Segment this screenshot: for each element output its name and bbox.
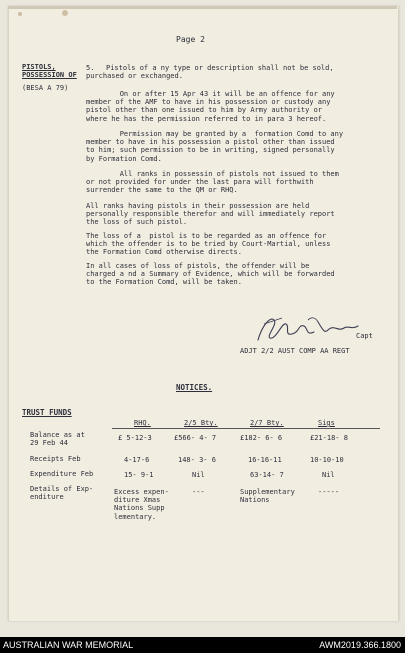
signatory-rank: Capt [356, 332, 373, 340]
column-header-rhq: RHQ. [134, 419, 151, 427]
paragraph: In all cases of loss of pistols, the offender will be charged a nd a Summary of Evidence, which will be forwarded to the Formation Comd, will be taken. [86, 262, 335, 287]
table-cell: 4-17-6 [124, 456, 150, 464]
row-label: Details of Exp- enditure [30, 485, 94, 502]
table-cell: 10-10-10 [310, 456, 344, 464]
table-cell: 16-16-11 [248, 456, 282, 464]
punch-mark [18, 12, 22, 16]
table-cell: Nil [192, 471, 205, 479]
footer-institution: AUSTRALIAN WAR MEMORIAL [3, 640, 134, 650]
margin-heading: PISTOLS, POSSESSION OF [22, 63, 77, 79]
archive-footer [0, 637, 405, 653]
table-cell: £566- 4- 7 [174, 434, 217, 442]
paragraph-number: 5. [86, 64, 95, 72]
table-cell: ----- [318, 488, 340, 496]
paragraph: On or after 15 Apr 43 it will be an offence for any member of the AMF to have in his possession or custody any pistol other than one issued to him by Army authority or where he has the permission referred to in para 3 hereof. [86, 90, 335, 123]
paragraph-line: Pistols of a ny type or description shall not be sold, [106, 64, 334, 72]
column-header-2-7-bty: 2/7 Bty. [250, 419, 284, 427]
punch-mark [62, 10, 68, 16]
table-cell: £21-18- 8 [310, 434, 348, 442]
footer-accession-number: AWM2019.366.1800 [319, 640, 401, 650]
table-cell: Supplementary Nations [240, 488, 295, 505]
paragraph: Permission may be granted by a formation Comd to any member to have in his possession a pistol other than issued to him; such permission to be in writing, signed personally by Formation Comd. [86, 130, 344, 163]
table-cell: Excess expen- diture Xmas Nations Supp lementary. [114, 488, 169, 521]
notices-heading: NOTICES. [176, 383, 213, 392]
table-cell: --- [192, 488, 205, 496]
paragraph: The loss of a pistol is to be regarded as an offence for which the offender is to be tried by Court-Martial, unless the Formation Comd otherwise directs. [86, 232, 331, 257]
table-cell: 63-14- 7 [250, 471, 284, 479]
signatory-unit: ADJT 2/2 AUST COMP AA REGT [240, 347, 350, 355]
column-header-sigs: Sigs [318, 419, 335, 427]
handwritten-signature [248, 312, 368, 346]
table-cell: £ 5-12-3 [118, 434, 152, 442]
paragraph: All ranks having pistols in their possession are held personally responsible therefor and will immediately report the loss of such pistol. [86, 202, 335, 227]
row-label: Receipts Feb [30, 455, 81, 463]
row-label: Expenditure Feb [30, 470, 94, 478]
row-label: Balance as at 29 Feb 44 [30, 431, 85, 448]
trust-funds-heading: TRUST FUNDS [22, 408, 72, 417]
page-top-edge [8, 6, 397, 9]
margin-reference: (BESA A 79) [22, 84, 69, 92]
column-header-2-5-bty: 2/5 Bty. [184, 419, 218, 427]
paragraph: All ranks in possessin of pistols not issued to them or not provided for under the last para will forthwith surrender the same to the QM or RHQ. [86, 170, 339, 195]
table-rule [112, 428, 380, 429]
table-cell: £182- 6- 6 [240, 434, 283, 442]
table-cell: 15- 9-1 [124, 471, 154, 479]
table-cell: 148- 3- 6 [178, 456, 216, 464]
table-cell: Nil [322, 471, 335, 479]
paragraph-line: purchased or exchanged. [86, 72, 183, 80]
page-number: Page 2 [176, 35, 205, 44]
